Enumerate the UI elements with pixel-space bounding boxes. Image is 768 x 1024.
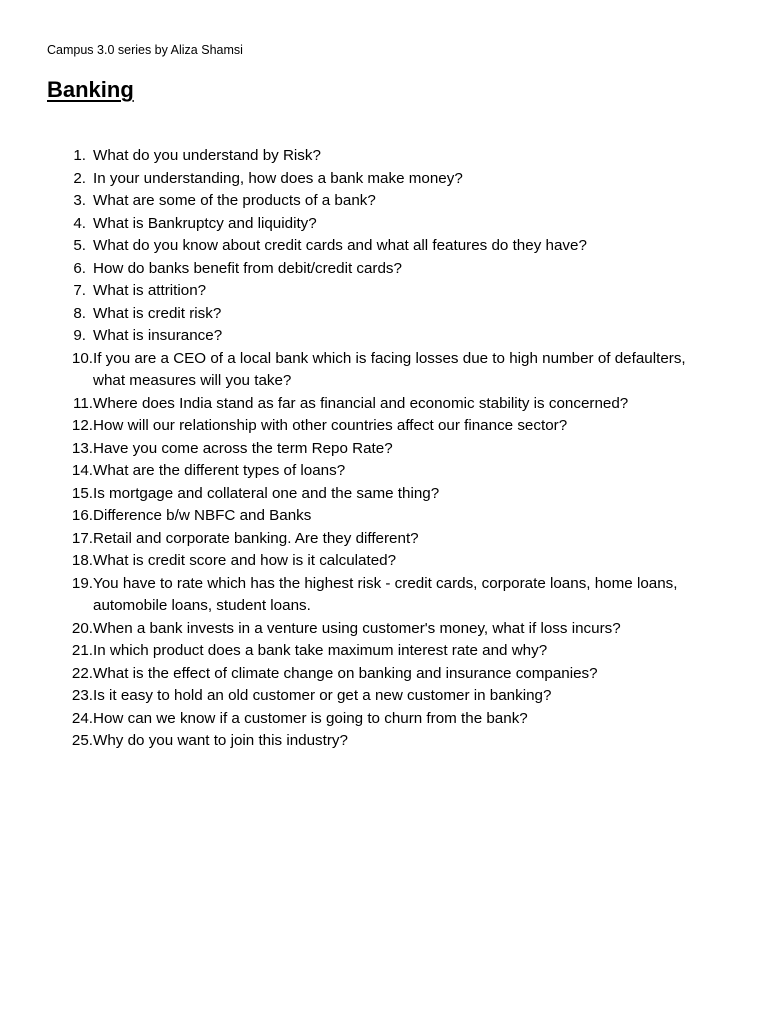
question-number: 13. (71, 439, 93, 457)
question-item-23 (0, 685, 768, 708)
question-item-13 (0, 438, 768, 461)
question-item-7 (0, 280, 768, 303)
question-item-21 (0, 640, 768, 663)
question-text: What do you understand by Risk? (93, 147, 321, 164)
question-item-25 (0, 730, 768, 753)
question-number: 18. (71, 552, 93, 569)
question-number: 1. (73, 147, 86, 164)
question-number: 16. (71, 507, 93, 524)
question-number: 19. (71, 574, 93, 592)
question-item-5 (0, 235, 768, 258)
question-item-1 (0, 145, 768, 168)
question-number: 14. (71, 462, 93, 479)
question-item-20 (0, 618, 768, 641)
question-item-4 (0, 213, 768, 236)
question-number: 17. (71, 529, 93, 547)
question-text: Why do you want to join this industry? (93, 732, 348, 749)
question-text: What are the different types of loans? (93, 462, 346, 479)
question-number: 7. (73, 282, 86, 299)
question-text: What do you know about credit cards and what all features do they have? (93, 237, 587, 254)
question-text: How will our relationship with other countries affect our finance sector? (93, 417, 568, 434)
question-number: 5. (73, 237, 86, 254)
question-number: 20. (71, 619, 93, 637)
question-text: How do banks benefit from debit/credit cards? (93, 259, 402, 277)
question-list (0, 145, 768, 753)
question-item-10 (0, 348, 768, 393)
question-text: What is credit risk? (93, 304, 222, 322)
question-text: What is credit score and how is it calculated? (93, 552, 397, 569)
question-text: If you are a CEO of a local bank which is facing losses due to high number of defaulters, what measures will you take? (93, 349, 686, 389)
question-item-22 (0, 663, 768, 686)
question-number: 6. (73, 259, 86, 277)
question-text: How can we know if a customer is going to churn from the bank? (93, 709, 528, 727)
question-item-11 (0, 393, 768, 416)
question-number: 8. (73, 304, 86, 322)
question-text: What is the effect of climate change on banking and insurance companies? (93, 664, 598, 682)
question-text: Have you come across the term Repo Rate? (93, 439, 393, 457)
question-text: Difference b/w NBFC and Banks (93, 507, 312, 524)
question-item-6 (0, 258, 768, 281)
question-number: 4. (73, 214, 86, 232)
question-text: In which product does a bank take maximum interest rate and why? (93, 642, 548, 659)
question-number: 23. (71, 687, 93, 704)
page-title: Banking (47, 77, 134, 102)
question-item-18 (0, 550, 768, 573)
question-item-15 (0, 483, 768, 506)
question-text: Is mortgage and collateral one and the same thing? (93, 484, 440, 502)
question-number: 25. (71, 732, 93, 749)
question-number: 3. (73, 192, 86, 209)
question-text: Is it easy to hold an old customer or get a new customer in banking? (93, 687, 552, 704)
question-text: When a bank invests in a venture using customer's money, what if loss incurs? (93, 619, 621, 637)
question-number: 21. (71, 642, 93, 659)
question-number: 24. (71, 709, 93, 727)
question-text: Where does India stand as far as financial and economic stability is concerned? (93, 394, 629, 412)
question-number: 22. (71, 664, 93, 682)
question-item-2 (0, 168, 768, 191)
question-text: What is attrition? (93, 282, 207, 299)
question-number: 15. (71, 484, 93, 502)
question-number: 12. (71, 417, 93, 434)
question-number: 9. (73, 327, 86, 344)
question-text: In your understanding, how does a bank make money? (93, 169, 463, 187)
question-number: 11. (73, 394, 93, 412)
question-item-9 (0, 325, 768, 348)
question-text: Retail and corporate banking. Are they different? (93, 529, 419, 547)
question-item-14 (0, 460, 768, 483)
question-item-16 (0, 505, 768, 528)
question-text: You have to rate which has the highest risk - credit cards, corporate loans, home loans, automobile loans, student loans. (93, 574, 678, 614)
question-item-8 (0, 303, 768, 326)
question-text: What are some of the products of a bank? (93, 192, 376, 209)
question-text: What is Bankruptcy and liquidity? (93, 214, 317, 232)
question-item-19 (0, 573, 768, 618)
question-item-3 (0, 190, 768, 213)
question-item-12 (0, 415, 768, 438)
series-header: Campus 3.0 series by Aliza Shamsi (47, 43, 243, 57)
question-number: 2. (73, 169, 86, 187)
question-item-17 (0, 528, 768, 551)
question-number: 10. (71, 349, 93, 367)
question-text: What is insurance? (93, 327, 223, 344)
question-item-24 (0, 708, 768, 731)
